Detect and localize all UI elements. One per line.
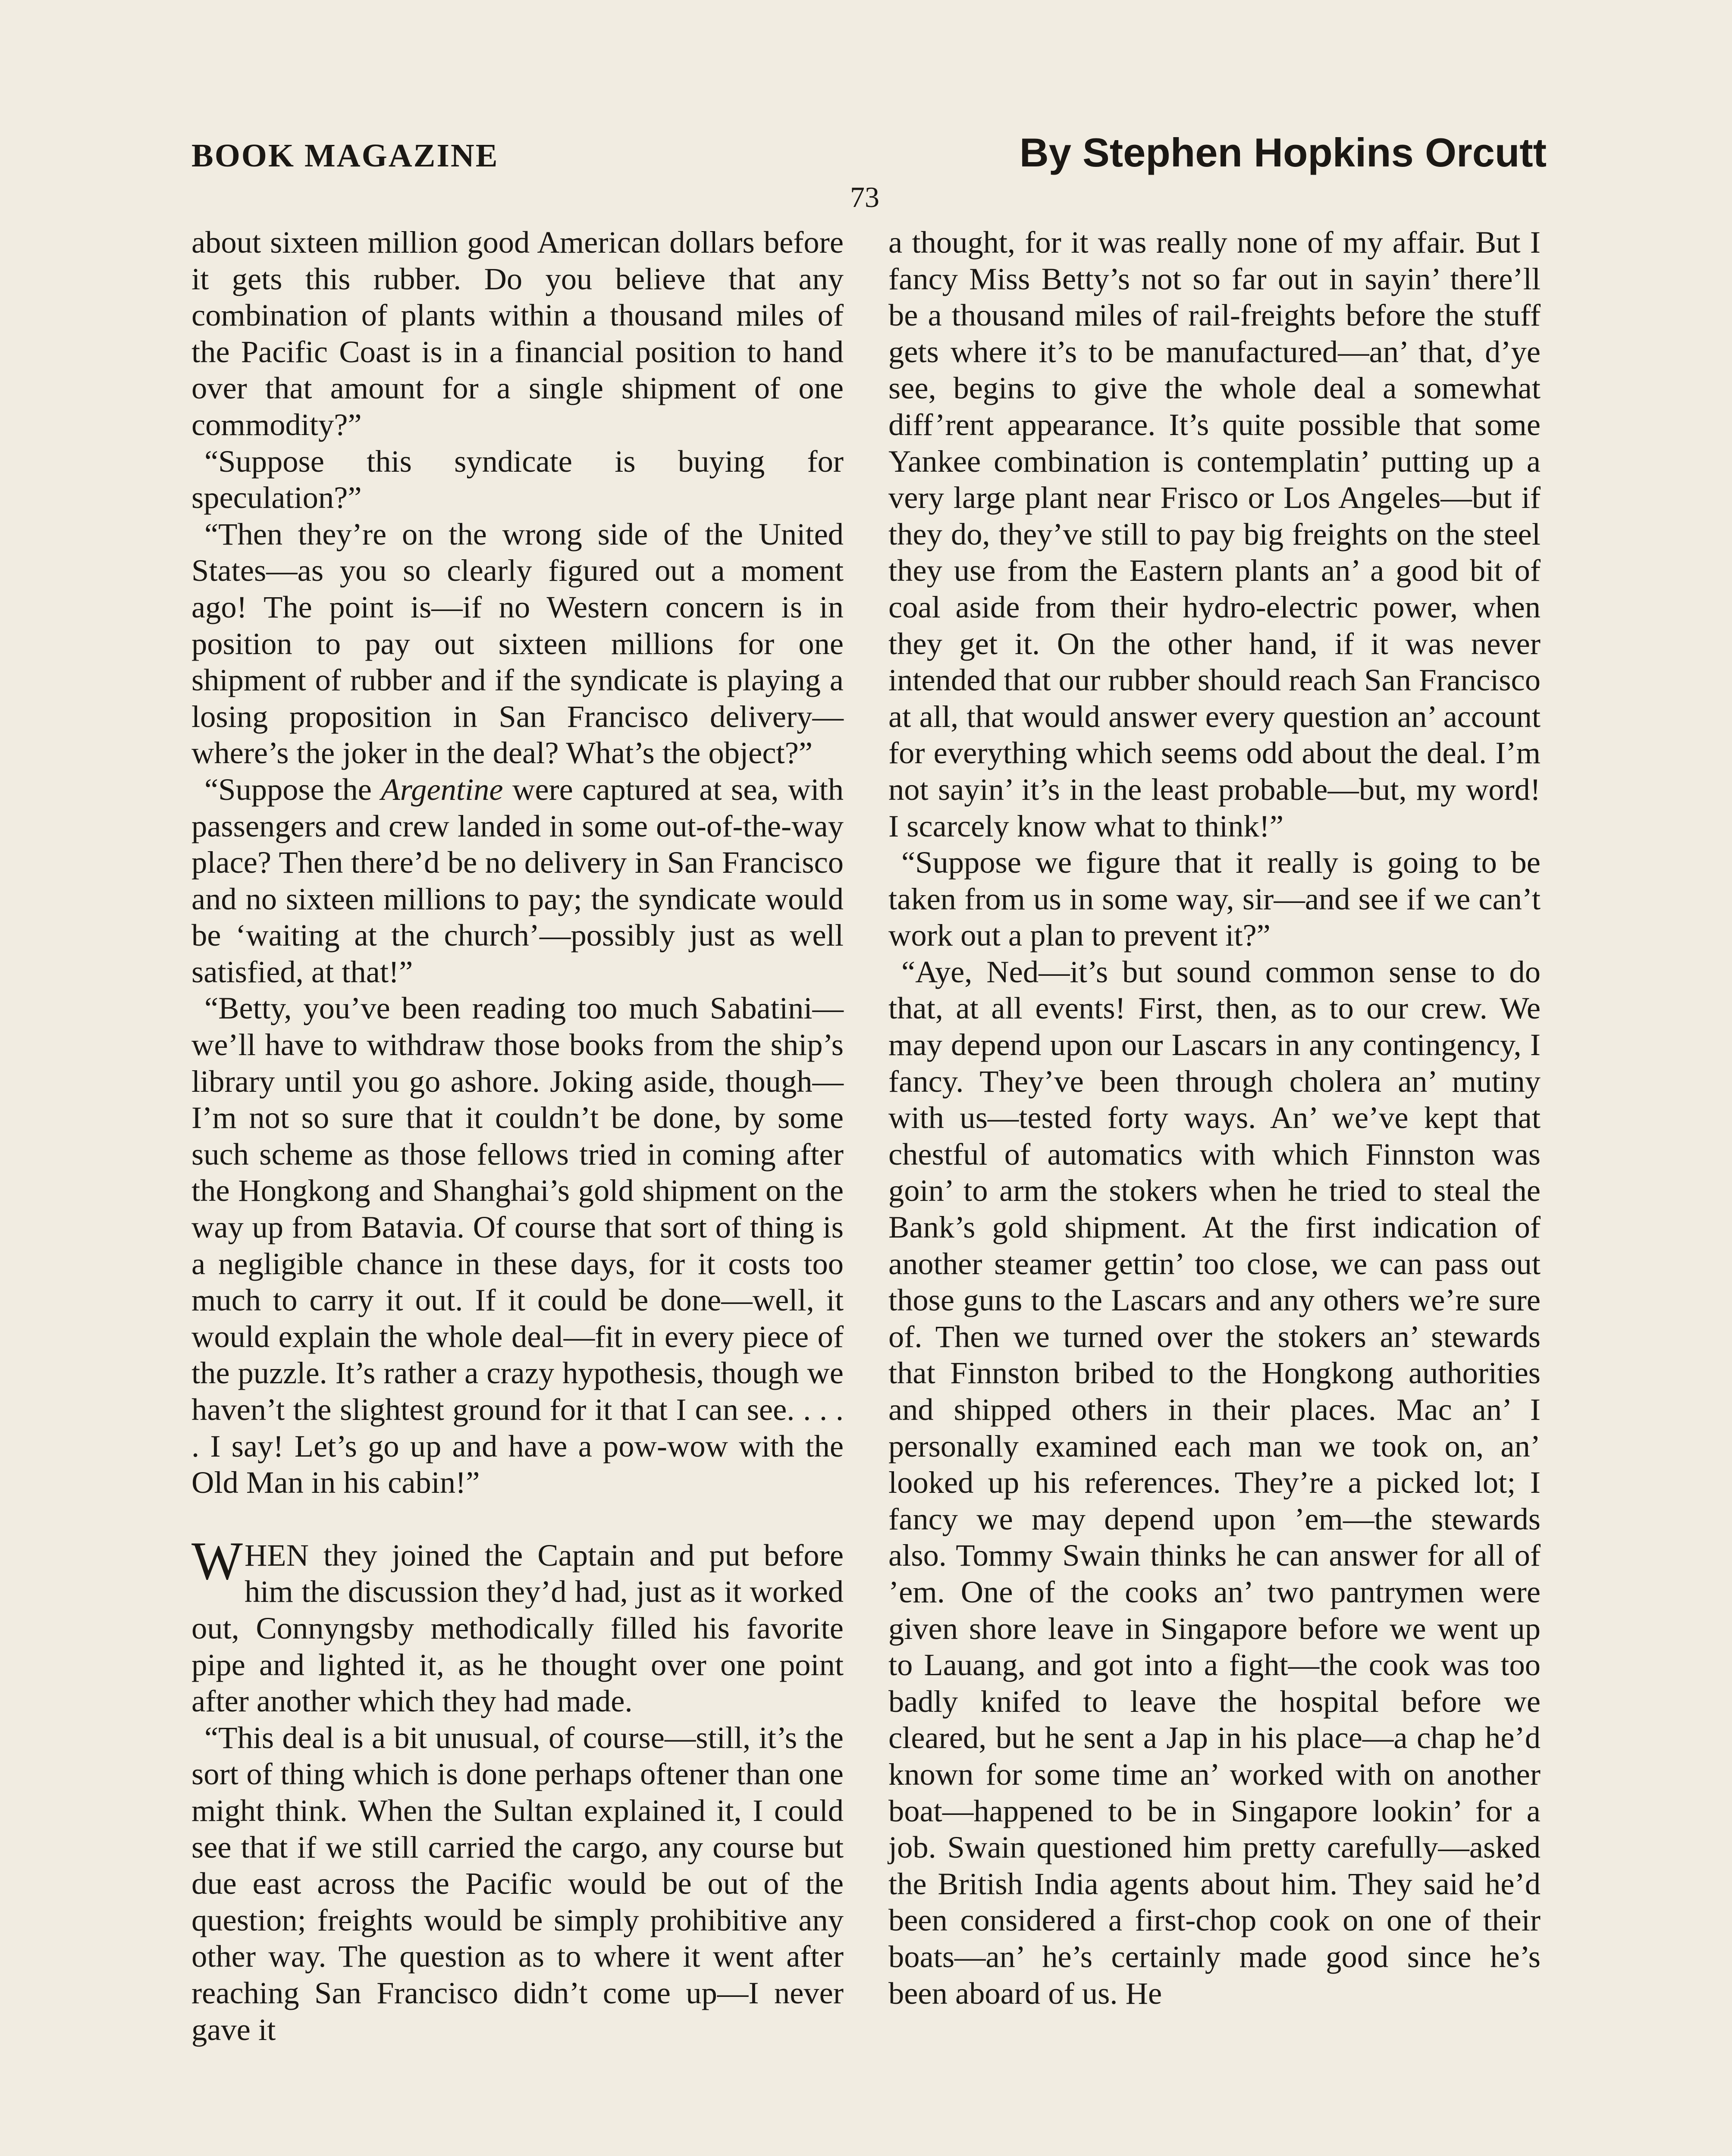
section-opening-paragraph <box>191 1531 844 1720</box>
page-number: 73 <box>850 181 879 213</box>
paragraph: “This deal is a bit unusual, of course—still, it’s the sort of thing which is done perhaps oftener than one might think. When the Sultan explained it, I could see that if we still carried the cargo, any course but due east across the Pacific would be out of the question; freights would be simply prohibitive any other way. The question as to where it went after reaching San Francisco didn’t come up—I never gave it <box>191 1720 844 2047</box>
paragraph: a thought, for it was really none of my affair. But I fancy Miss Betty’s not so far out in sayin’ there’ll be a thousand miles of rail-freights before the stuff gets where it’s to be manufactured—an’ that, d’ye see, begins to give the whole deal a somewhat diff’rent appearance. It’s quite possible that some Yankee combination is contemplatin’ putting up a very large plant near Frisco or Los Angeles—but if they do, they’ve still to pay big freights on the steel they use from the Eastern plants an’ a good bit of coal aside from their hydro-electric power, when they get it. On the other hand, if it was never intended that our rubber should reach San Francisco at all, that would answer every question an’ account for everything which seems odd about the deal. I’m not sayin’ it’s in the least probable—but, my word! I scarcely know what to think!” <box>888 225 1541 843</box>
paragraph: “Suppose this syndicate is buying for speculation?” <box>191 443 844 515</box>
paragraph: “Suppose we figure that it really is going to be taken from us in some way, sir—and see if we can’t work out a plan to prevent it?” <box>888 845 1541 953</box>
drop-cap: W <box>191 1531 243 1591</box>
paragraph: “Then they’re on the wrong side of the United States—as you so clearly figured out a moment ago! The point is—if no Western concern is in position to pay out sixteen millions for one shipment of rubber and if the syndicate is playing a losing proposition in San Francisco delivery—where’s the joker in the deal? What’s the object?” <box>191 516 844 771</box>
author-byline: By Stephen Hopkins Orcutt <box>1019 130 1547 175</box>
paragraph <box>191 771 844 990</box>
running-head <box>191 129 1547 181</box>
paragraph-text: “Suppose the <box>204 771 381 807</box>
paragraph: about sixteen million good American dollars before it gets this rubber. Do you believe that any combination of plants within a thousand miles of the Pacific Coast is in a financial position to hand over that amount for a single shipment of one commodity?” <box>191 225 844 442</box>
paragraph: “Betty, you’ve been reading too much Sabatini—we’ll have to withdraw those books from the ship’s library until you go ashore. Joking aside, though—I’m not so sure that it couldn’t be done, by some such scheme as those fellows tried in coming after the Hongkong and Shanghai’s gold shipment on the way up from Batavia. Of course that sort of thing is a negligible chance in these days, for it costs too much to carry it out. If it could be done—well, it would explain the whole deal—fit in every piece of the puzzle. It’s rather a crazy hypothesis, though we haven’t the slightest ground for it that I can see. . . . . I say! Let’s go up and have a pow-wow with the Old Man in his cabin!” <box>191 990 844 1500</box>
paragraph-text: HEN they joined the Captain and put before him the discussion they’d had, just as it worked out, Connyngsby methodically filled his favorite pipe and lighted it, as he thought over one point after another which they had made. <box>191 1537 844 1719</box>
magazine-title: BOOK MAGAZINE <box>191 138 499 174</box>
text-column-right <box>888 224 1541 2012</box>
paragraph-text: were captured at sea, with passengers and crew landed in some out-of-the-way place? Then there’d be no delivery in San Francisco and no sixteen millions to pay; the syndicate would be ‘waiting at the church’—possibly just as well satisfied, at that!” <box>191 771 844 989</box>
ship-name-italic: Argentine <box>381 771 503 807</box>
text-column-left <box>191 224 844 2048</box>
paragraph: “Aye, Ned—it’s but sound common sense to do that, at all events! First, then, as to our crew. We may depend upon our Lascars in any contingency, I fancy. They’ve been through cholera an’ mutiny with us—tested forty ways. An’ we’ve kept that chestful of automatics with which Finnston was goin’ to arm the stokers when he tried to steal the Bank’s gold shipment. At the first indication of another steamer gettin’ too close, we can pass out those guns to the Lascars and any others we’re sure of. Then we turned over the stokers an’ stewards that Finnston bribed to the Hongkong authorities and shipped others in their places. Mac an’ I personally examined each man we took on, an’ looked up his references. They’re a picked lot; I fancy we may depend upon ’em—the stewards also. Tommy Swain thinks he can answer for all of ’em. One of the cooks an’ two pantrymen were given shore leave in Singapore before we went up to Lauang, and got into a fight—the cook was too badly knifed to leave the hospital before we cleared, but he sent a Jap in his place—a chap he’d known for some time an’ worked with on another boat—happened to be in Singapore lookin’ for a job. Swain questioned him pretty carefully—asked the British India agents about him. They said he’d been considered a first-chop cook on one of their boats—an’ he’s certainly made good since he’s been aboard of us. He <box>888 954 1541 2011</box>
